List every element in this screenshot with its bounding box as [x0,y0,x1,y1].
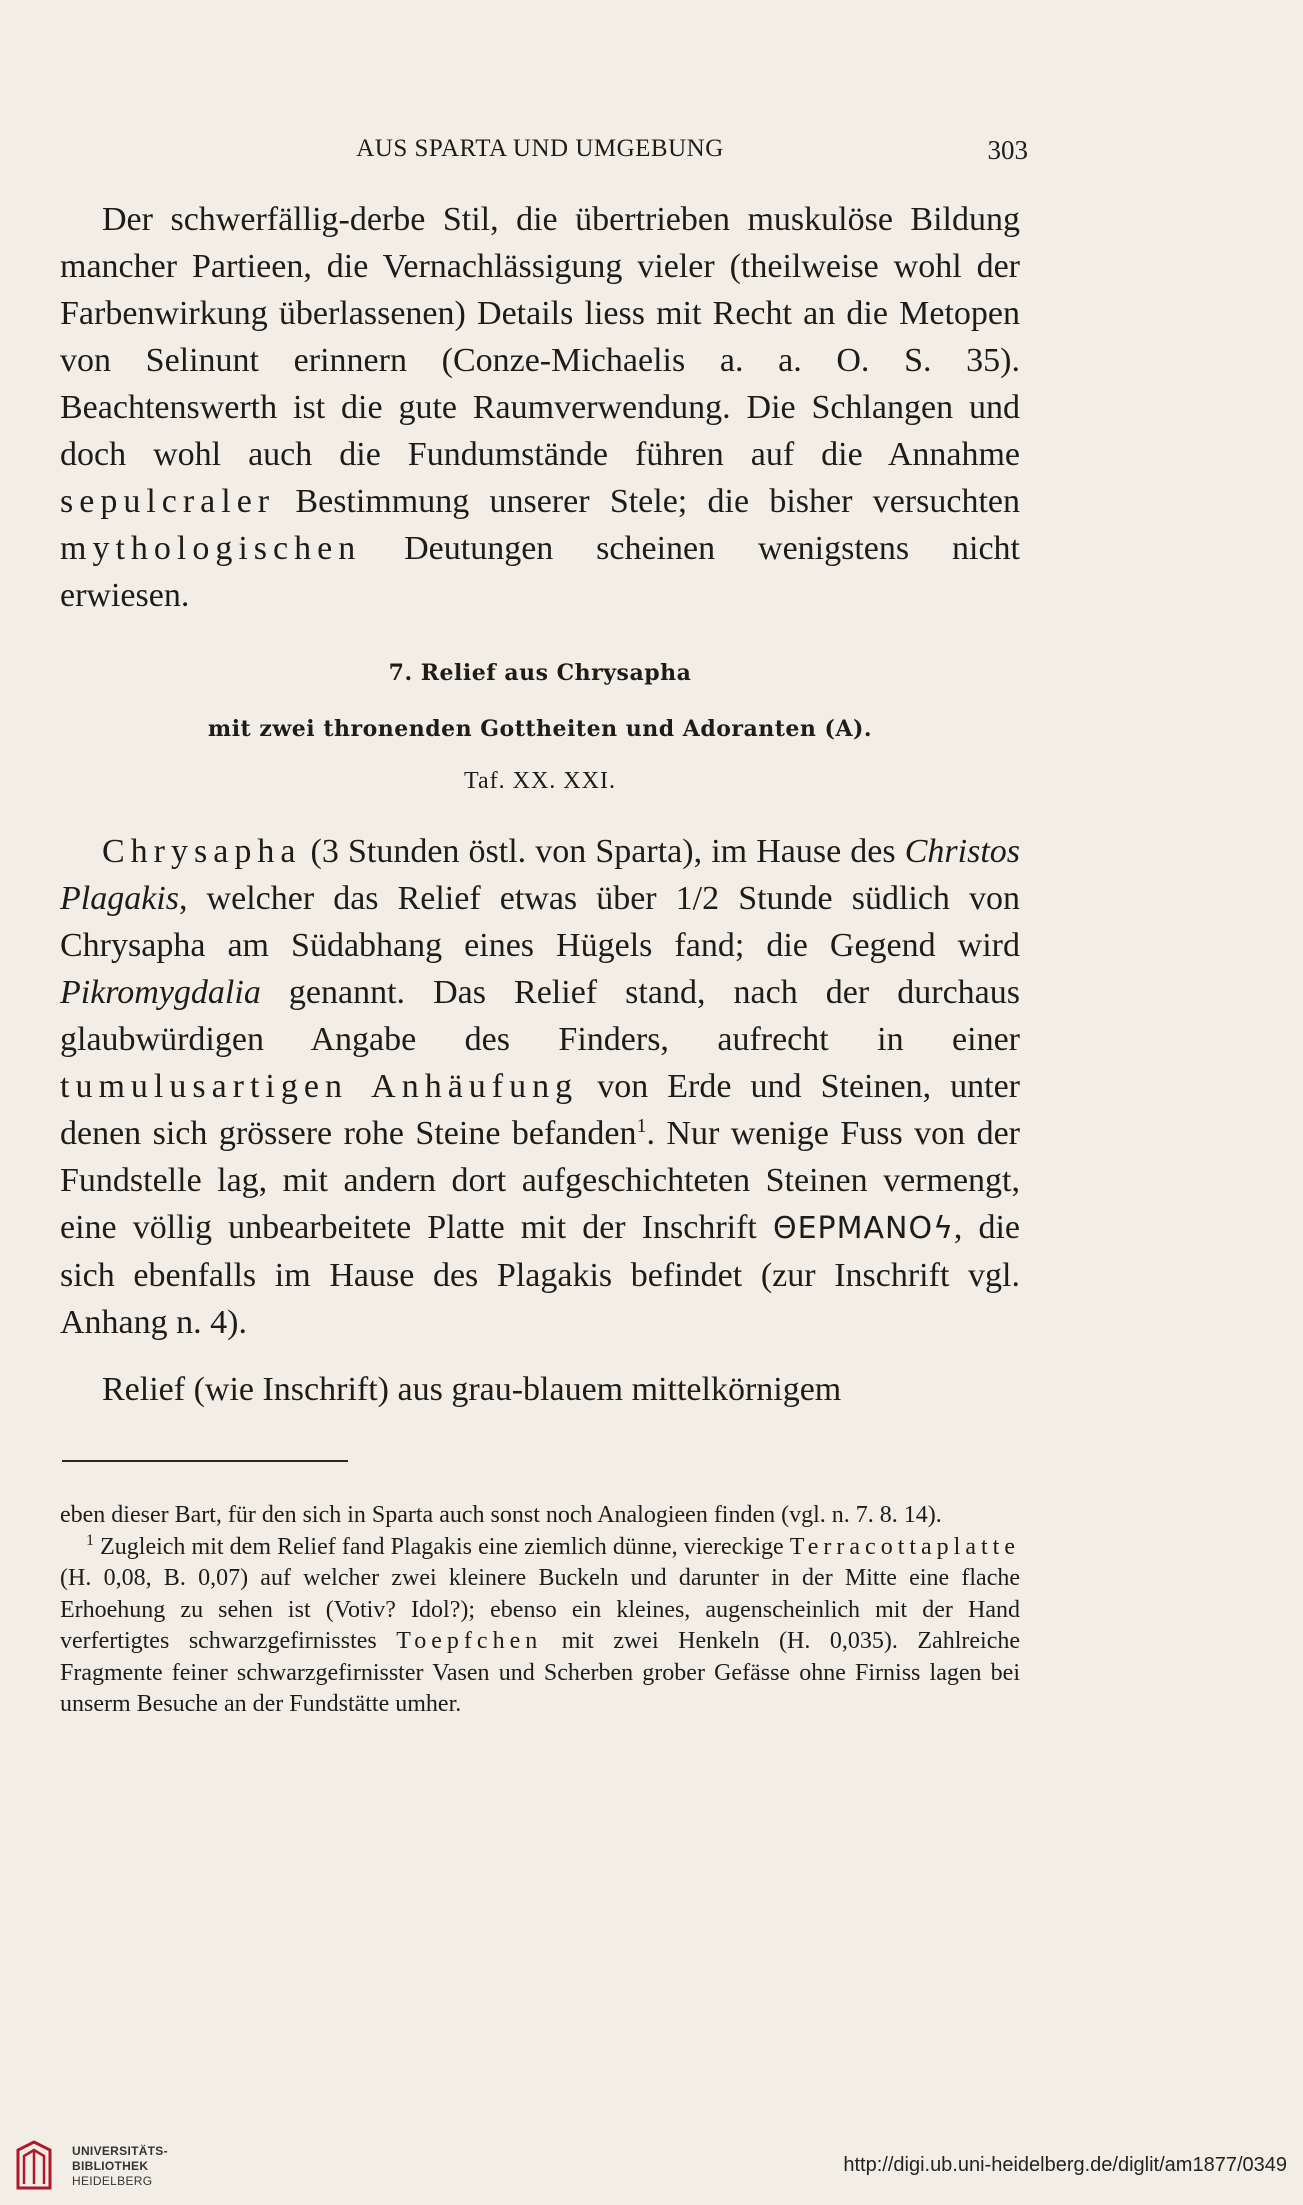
running-title: AUS SPARTA UND UMGEBUNG [356,135,724,162]
library-name [72,2144,168,2189]
p2-c: genannt. Das Relief stand, nach der durchaus glaubwürdigen Angabe des Finders, aufrecht in einer [60,974,1020,1058]
paragraph-1-text [60,196,1020,619]
p1-text: Der schwerfällig-derbe Stil, die übertrieben muskulöse Bildung mancher Partieen, die Vernachlässigung vieler (theilweise wohl der Farbenwirkung überlassenen) Details liess mit Recht an die Metopen von Selinunt erinnern (Conze-Michaelis a. a. O. S. 35). Beachtenswerth ist die gute Raumverwendung. Die Schlangen und doch wohl auch die Fundumstände führen auf die Annahme [60,201,1020,473]
p2-italic-christos: Christos Plagakis [60,833,1020,917]
p1-spaced-sepulcraler: sepulcraler [60,483,276,520]
footnote-1 [60,1532,1020,1721]
source-url-link[interactable]: http://digi.ub.uni-heidelberg.de/diglit/am1877/0349 [843,2154,1287,2176]
page-number: 303 [987,135,1028,165]
library-line-3: HEIDELBERG [72,2174,153,2188]
p2-spaced-tumulus: tumulusartigen Anhäufung [60,1068,579,1105]
p2-a: (3 Stunden östl. von Sparta), im Hause des [301,833,905,870]
footnotes [60,1500,1020,1721]
footnote-1-marker: 1 [86,1531,94,1549]
fn1-spaced-toepfchen: Toepfchen [396,1628,543,1654]
section-title: 7. Relief aus Chrysapha [388,660,692,686]
plate-reference: Taf. XX. XXI. [464,768,616,794]
p1-mid: Bestimmung unserer Stele; die bisher versuchten [275,483,1020,520]
p2-d: von Erde und Steinen, unter denen sich grössere rohe Steine befanden [60,1068,1021,1152]
paragraph-3 [60,1366,1020,1413]
p2-e: . Nur wenige Fuss von der Fundstelle lag, mit andern dort aufgeschichteten Steinen vermengt, eine völlig unbearbeitete Platte mit der Inschrift [60,1115,1021,1246]
footnote-rule [62,1460,348,1462]
fn1-c: mit zwei Henkeln (H. 0,035). Zahlreiche Fragmente feiner schwarzgefirnisster Vasen und Scherben grober Gefässe ohne Firniss lagen bei unserm Besuche an der Fundstätte umher. [60,1628,1020,1717]
p1-end: Deutungen scheinen wenigstens nicht erwiesen. [60,530,1020,614]
inscription: ΘΕΡΜΑΝΟϟ [772,1211,954,1246]
p2-italic-pikromygdalia: Pikromygdalia [60,974,261,1011]
fn1-spaced-terracotta: Terracottaplatte [789,1533,1020,1560]
paragraph-2-text [60,828,1020,1346]
p2-b: , welcher das Relief etwas über 1/2 Stunde südlich von Chrysapha am Südabhang eines Hügels fand; die Gegend wird [60,880,1020,964]
paragraph-1 [60,196,1020,619]
p1-spaced-mythologischen: mythologischen [60,530,362,567]
p2-spaced-chrysapha: Chrysapha [102,833,302,870]
page-footer [0,2130,1303,2205]
footnote-carryover: eben dieser Bart, für den sich in Sparta auch sonst noch Analogieen finden (vgl. n. 7. 8. 14). [60,1502,942,1528]
library-line-1: UNIVERSITÄTS- [72,2144,168,2158]
fn1-b: (H. 0,08, B. 0,07) auf welcher zwei kleinere Buckeln und darunter in der Mitte eine flache Erhoehung zu sehen ist (Votiv? Idol?); ebenso ein kleines, augenscheinlich mit der Hand verfertigtes schwarzgefirnisstes [60,1565,1020,1654]
p2-f: , die sich ebenfalls im Hause des Plagakis befindet (zur Inschrift vgl. Anhang n. 4). [60,1209,1020,1341]
paragraph-2 [60,828,1020,1346]
footnote-marker: 1 [636,1115,647,1137]
running-header [60,135,1028,175]
section-subtitle: mit zwei thronenden Gottheiten und Adoranten (A). [207,716,873,742]
paragraph-3-text: Relief (wie Inschrift) aus grau-blauem mittelkörnigem [102,1371,842,1408]
library-logo-icon [12,2140,56,2194]
fn1-a: Zugleich mit dem Relief fand Plagakis eine ziemlich dünne, viereckige [94,1533,790,1560]
library-line-2: BIBLIOTHEK [72,2159,149,2173]
